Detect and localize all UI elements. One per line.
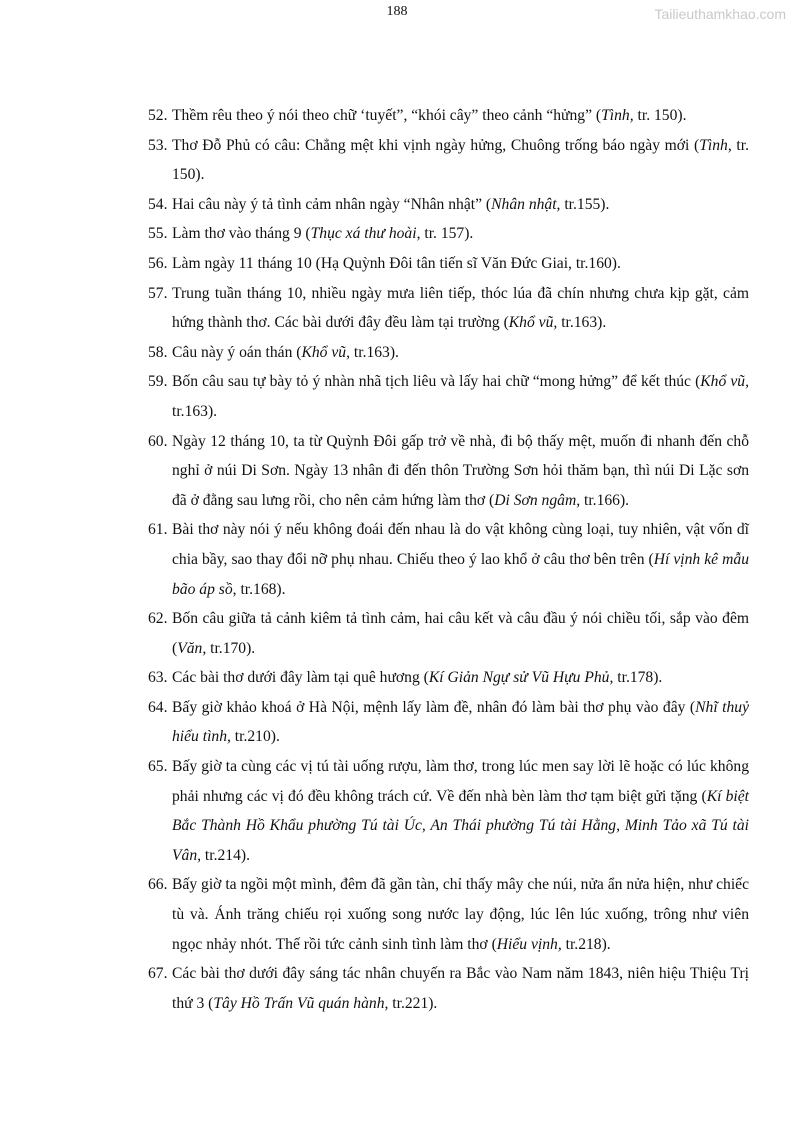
note-text-segment: Ngày 12 tháng 10, ta từ Quỳnh Đôi gấp trở về nhà, đi bộ thấy mệt, muốn đi nhanh đến chỗ nghỉ ở núi Di Sơn. Ngày 13 nhân đi đến thôn Trường Sơn hỏi thăm bạn, thì núi Di Lặc sơn đã ở đằng sau lưng rồi, cho nên cảm hứng làm thơ ( — [172, 432, 749, 509]
note-source-title: Nhĩ thuỷ hiểu tình, — [172, 698, 749, 746]
note-item — [148, 338, 749, 368]
note-item — [148, 427, 749, 516]
note-text — [172, 663, 749, 693]
note-number: 67. — [148, 965, 168, 983]
note-source-title: Khổ vũ, — [508, 314, 558, 332]
note-text-segment: , tr. 157). — [416, 225, 474, 243]
note-source-title: Nhân nhật, — [491, 195, 561, 213]
note-number: 62. — [148, 610, 168, 628]
note-number: 60. — [148, 432, 168, 450]
note-item — [148, 367, 749, 426]
note-text-segment: Làm thơ vào tháng 9 ( — [172, 225, 311, 243]
note-item — [148, 752, 749, 870]
note-text-segment: tr.221). — [388, 994, 438, 1012]
note-text-segment: Các bài thơ dưới đây làm tại quê hương ( — [172, 669, 429, 687]
note-text-segment: Bốn câu sau tự bày tỏ ý nhàn nhã tịch liêu và lấy hai chữ “mong hửng” để kết thúc ( — [172, 373, 701, 391]
note-text — [172, 131, 749, 190]
note-text — [172, 249, 749, 279]
note-text-segment: tr.163). — [172, 402, 218, 420]
note-source-title: Kí biệt Bắc Thành Hồ Khẩu phường Tú tài Úc, An Thái phường Tú tài Hằng, Minh Tảo xã Tú tài Vân, — [172, 787, 750, 864]
note-text — [172, 367, 749, 426]
note-item — [148, 190, 749, 220]
note-text — [172, 279, 749, 338]
note-text-segment: tr. 150). — [633, 107, 687, 124]
note-source-title: Tình, — [699, 136, 732, 154]
note-text — [172, 515, 749, 604]
note-source-title: Hiểu vịnh, — [496, 935, 562, 953]
note-source-title: Hí vịnh kê mẫu bão áp sồ — [172, 550, 749, 598]
note-text-segment: tr.210). — [230, 728, 280, 746]
note-text-segment: tr.155). — [560, 195, 610, 213]
note-text-segment: Bốn câu giữa tả cảnh kiêm tả tình cảm, hai câu kết và câu đầu ý nói chiều tối, sắp vào đêm ( — [172, 610, 749, 657]
note-text-segment: tr.170). — [206, 639, 256, 657]
note-item — [148, 870, 749, 959]
note-text — [172, 101, 749, 131]
endnotes-list — [148, 101, 749, 1018]
note-text — [172, 190, 749, 220]
note-number: 61. — [148, 521, 168, 539]
note-source-title: Tình, — [601, 107, 634, 124]
note-item — [148, 693, 749, 752]
note-text — [172, 752, 749, 870]
note-text-segment: tr.163). — [350, 343, 399, 361]
note-text-segment: Các bài thơ dưới đây sáng tác nhân chuyến ra Bắc vào Nam năm 1843, niên hiệu Thiệu Trị thứ 3 ( — [172, 965, 749, 1012]
note-text-segment: tr.214). — [201, 846, 250, 864]
note-text-segment: Làm ngày 11 tháng 10 (Hạ Quỳnh Đôi tân tiến sĩ Văn Đức Giai, tr.160). — [172, 254, 621, 272]
note-number: 53. — [148, 136, 168, 154]
note-text-segment: tr.218). — [561, 935, 611, 953]
note-item — [148, 959, 749, 1018]
note-number: 58. — [148, 343, 168, 361]
note-text-segment: Bấy giờ ta cùng các vị tú tài uống rượu, làm thơ, trong lúc men say lời lẽ hoặc có lúc không phải nhưng các vị đó đều không trách cứ. Về đến nhà bèn làm thơ tạm biệt gửi tặng ( — [172, 758, 749, 805]
note-text-segment: tr.166). — [580, 491, 630, 509]
note-item — [148, 279, 749, 338]
note-source-title: Khổ vũ, — [301, 343, 350, 361]
note-text-segment: Bài thơ này nói ý nếu không đoái đến nhau là do vật không cùng loại, tuy nhiên, vật vốn dĩ chia bầy, sao thay đổi nỡ phụ nhau. Chiếu theo ý lao khổ ở câu thơ bên trên ( — [172, 521, 749, 568]
note-item — [148, 219, 749, 249]
note-text-segment: Trung tuần tháng 10, nhiều ngày mưa liên tiếp, thóc lúa đã chín nhưng chưa kịp gặt, cảm hứng thành thơ. Các bài dưới đây đều làm tại trường ( — [172, 284, 749, 332]
note-source-title: Thục xá thư hoài — [310, 225, 417, 243]
note-text — [172, 959, 749, 1018]
note-number: 52. — [148, 107, 168, 124]
note-item — [148, 249, 749, 279]
note-source-title: Tây Hồ Trấn Vũ quán hành, — [213, 994, 389, 1012]
note-source-title: Văn, — [177, 639, 207, 657]
page-number: 188 — [386, 4, 408, 19]
note-text-segment: tr.163). — [557, 314, 607, 332]
note-text-segment: Hai câu này ý tả tình cảm nhân ngày “Nhân nhật” ( — [172, 195, 492, 213]
watermark: Tailieuthamkhao.com — [654, 6, 786, 22]
note-text — [172, 338, 749, 368]
note-number: 54. — [148, 195, 168, 213]
note-text-segment: tr. 150). — [172, 136, 749, 184]
note-source-title: Di Sơn ngâm, — [494, 491, 581, 509]
note-text-segment: tr.178). — [613, 669, 663, 687]
note-item — [148, 515, 749, 604]
note-text — [172, 427, 749, 516]
note-text-segment: Bấy giờ ta ngồi một mình, đêm đã gần tàn, chỉ thấy mây che núi, nửa ẩn nửa hiện, như chiếc tù và. Ánh trăng chiếu rọi xuống song nước lay động, lúc lên lúc xuống, trông như viên ngọc nhảy nhót. Thế rồi tức cảnh sinh tình làm thơ ( — [172, 876, 749, 953]
note-number: 65. — [148, 758, 168, 776]
note-text — [172, 870, 749, 959]
note-number: 56. — [148, 254, 168, 272]
note-number: 57. — [148, 284, 168, 302]
note-text — [172, 219, 749, 249]
note-item — [148, 663, 749, 693]
note-number: 55. — [148, 225, 168, 243]
note-item — [148, 604, 749, 663]
note-text — [172, 604, 749, 663]
note-text-segment: Bấy giờ khảo khoá ở Hà Nội, mệnh lấy làm đề, nhân đó làm bài thơ phụ vào đây ( — [172, 698, 696, 716]
note-source-title: Khổ vũ, — [700, 373, 749, 391]
note-text — [172, 693, 749, 752]
note-number: 59. — [148, 373, 168, 391]
note-text-segment: Thềm rêu theo ý nói theo chữ ‘tuyết”, “khói cây” theo cảnh “hửng” ( — [172, 107, 602, 124]
note-text-segment: Thơ Đỗ Phủ có câu: Chẳng mệt khi vịnh ngày hửng, Chuông trống báo ngày mới ( — [172, 136, 700, 154]
note-source-title: Kí Giản Ngự sử Vũ Hựu Phủ, — [428, 669, 614, 687]
note-item — [148, 101, 749, 131]
note-number: 63. — [148, 669, 168, 687]
note-text-segment: Câu này ý oán thán ( — [172, 343, 302, 361]
note-number: 66. — [148, 876, 168, 894]
note-number: 64. — [148, 698, 168, 716]
note-item — [148, 131, 749, 190]
note-text-segment: , tr.168). — [232, 580, 286, 598]
